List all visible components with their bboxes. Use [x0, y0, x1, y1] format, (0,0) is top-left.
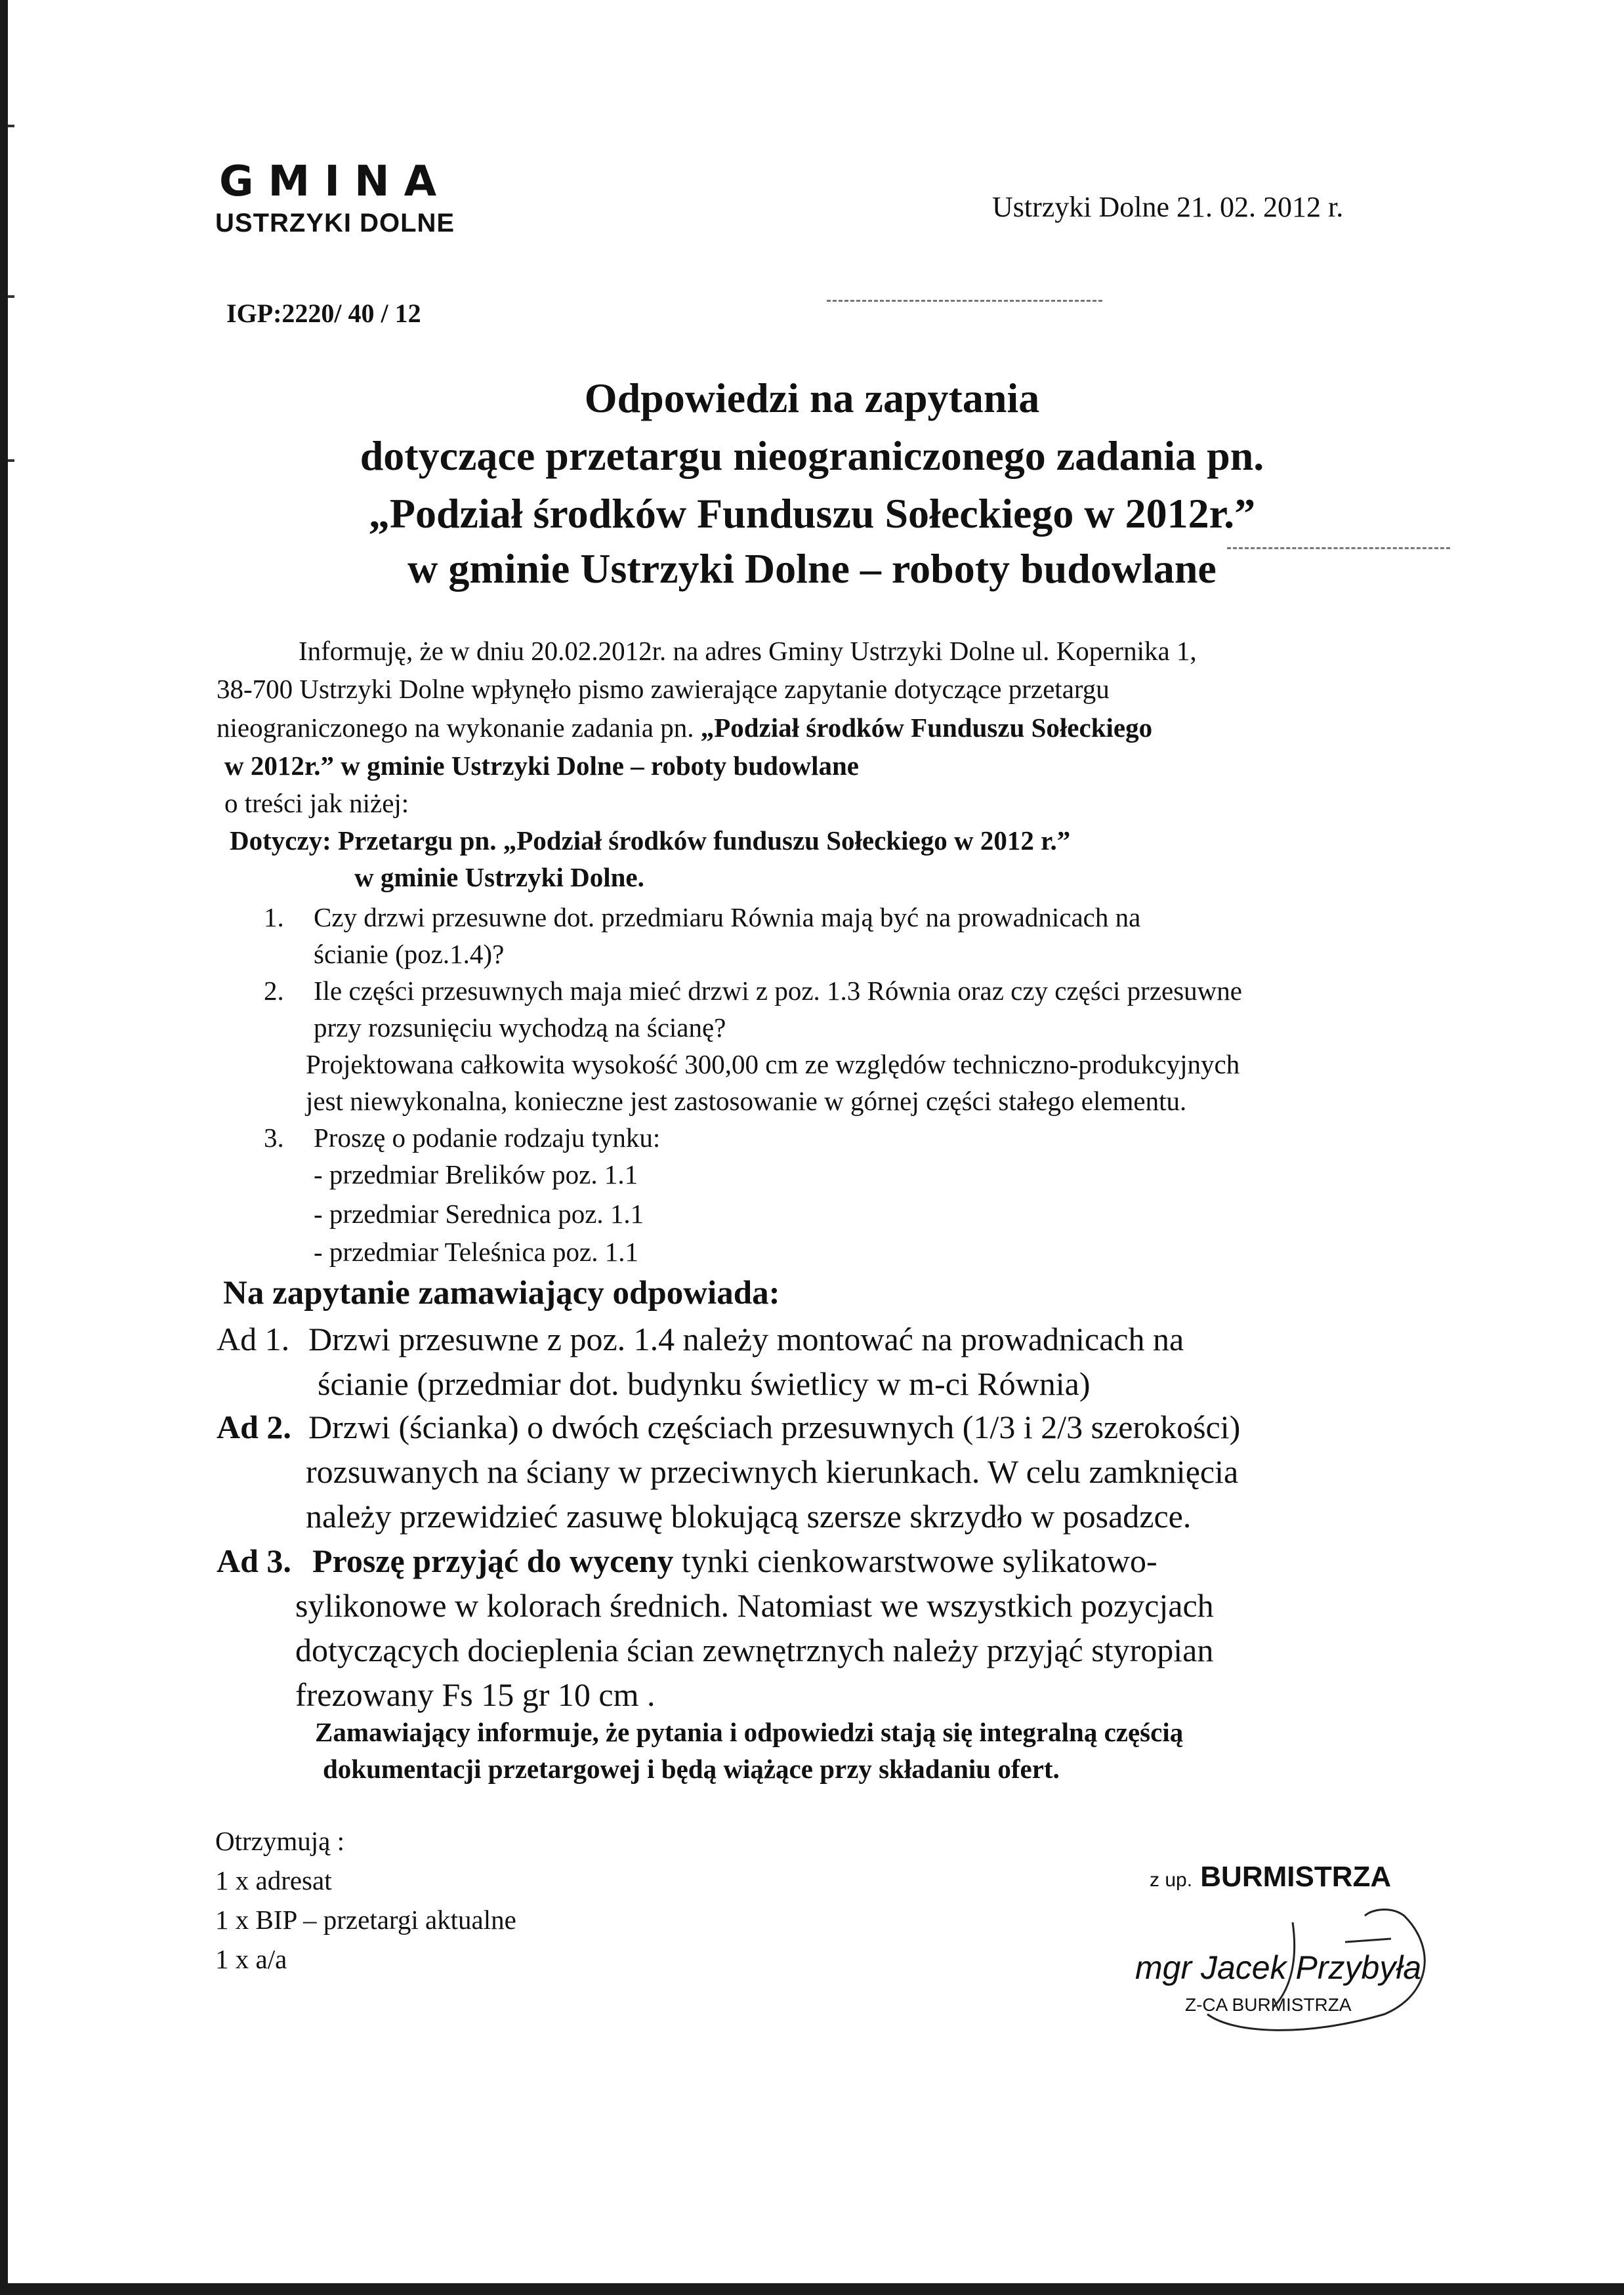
answer-3-emphasis: Proszę przyjąć do wyceny: [312, 1542, 674, 1579]
recipient-item: 1 x a/a: [215, 1944, 287, 1974]
answer-2-line-2: rozsuwanych na ściany w przeciwnych kierunkach. W celu zamknięcia: [306, 1453, 1239, 1490]
question-2-note-1: Projektowana całkowita wysokość 300,00 cm ze względów techniczno-produkcyjnych: [306, 1049, 1240, 1079]
answer-2-line-3: należy przewidzieć zasuwę blokującą szersze skrzydło w posadzce.: [306, 1498, 1192, 1535]
question-3-item: - przedmiar Brelików poz. 1.1: [314, 1159, 638, 1189]
intro-line-3-text: nieograniczonego na wykonanie zadania pn.: [217, 713, 701, 743]
signature-prefix: z up.: [1150, 1869, 1193, 1891]
answer-3-line-1: [312, 1542, 1157, 1580]
answer-1-line-1: Drzwi przesuwne z poz. 1.4 należy montować na prowadnicach na: [308, 1321, 1184, 1357]
scan-bottom-edge: [0, 2283, 1624, 2295]
answer-3-line-1-rest: tynki cienkowarstwowe sylikatowo-: [673, 1542, 1157, 1579]
intro-line-4: w 2012r.” w gminie Ustrzyki Dolne – roboty budowlane: [224, 751, 859, 781]
recipient-item: 1 x adresat: [215, 1865, 332, 1895]
intro-line-3-task: „Podział środków Funduszu Sołeckiego: [700, 713, 1153, 743]
scan-mark: [8, 125, 14, 127]
question-1-line-2: ścianie (poz.1.4)?: [314, 939, 505, 969]
question-2-note-2: jest niewykonalna, konieczne jest zastosowanie w górnej części stałego elementu.: [306, 1086, 1187, 1116]
recipient-item: 1 x BIP – przetargi aktualne: [215, 1905, 516, 1935]
closing-line-2: dokumentacji przetargowej i będą wiążące przy składaniu ofert.: [323, 1754, 1060, 1784]
answer-label: Ad 2.: [217, 1409, 291, 1445]
title-line-4: w gminie Ustrzyki Dolne – roboty budowlane: [407, 545, 1217, 592]
scan-dash-line: [827, 300, 1102, 302]
answer-3-line-2: sylikonowe w kolorach średnich. Natomiast we wszystkich pozycjach: [295, 1587, 1214, 1624]
answer-2-line-1: Drzwi (ścianka) o dwóch częściach przesuwnych (1/3 i 2/3 szerokości): [308, 1409, 1241, 1445]
question-number: 3.: [264, 1123, 284, 1153]
answer-1-line-2: ścianie (przedmiar dot. budynku świetlicy w m-ci Równia): [318, 1365, 1091, 1402]
question-3-item: - przedmiar Teleśnica poz. 1.1: [314, 1237, 639, 1267]
signature-name: mgr Jacek Przybyła: [1135, 1949, 1422, 1986]
question-number: 2.: [264, 976, 284, 1006]
answer-3-line-3: dotyczących docieplenia ścian zewnętrznych należy przyjąć styropian: [295, 1632, 1214, 1668]
signature-role: Z-CA BURMISTRZA: [1185, 1995, 1352, 2015]
scan-dash-line: [1227, 547, 1450, 549]
subject-line-2: w gminie Ustrzyki Dolne.: [354, 862, 644, 892]
handwritten-signature-stroke: [1194, 1903, 1444, 2040]
question-1-line-1: Czy drzwi przesuwne dot. przedmiaru Równia mają być na prowadnicach na: [314, 902, 1141, 932]
answer-3-line-4: frezowany Fs 15 gr 10 cm .: [295, 1676, 656, 1713]
intro-line-3: [217, 712, 1152, 743]
intro-line-5: o treści jak niżej:: [224, 788, 409, 818]
question-2-line-1: Ile części przesuwnych maja mieć drzwi z poz. 1.3 Równia oraz czy części przesuwne: [314, 976, 1242, 1006]
logo-gmina: GMINA: [219, 157, 451, 206]
answers-heading: Na zapytanie zamawiający odpowiada:: [223, 1275, 780, 1312]
signature-title: BURMISTRZA: [1200, 1861, 1392, 1893]
place-and-date: Ustrzyki Dolne 21. 02. 2012 r.: [992, 191, 1344, 223]
logo-subtitle: USTRZYKI DOLNE: [215, 209, 455, 238]
answer-label: Ad 3.: [217, 1542, 291, 1579]
title-line-2: dotyczące przetargu nieograniczonego zadania pn.: [360, 432, 1264, 479]
closing-line-1: Zamawiający informuje, że pytania i odpowiedzi stają się integralną częścią: [315, 1717, 1184, 1747]
title-line-1: Odpowiedzi na zapytania: [584, 375, 1040, 421]
intro-line-2: 38-700 Ustrzyki Dolne wpłynęło pismo zawierające zapytanie dotyczące przetargu: [217, 674, 1110, 704]
answer-label: Ad 1.: [217, 1321, 290, 1357]
question-number: 1.: [264, 902, 284, 932]
signature-stamp-title: [1150, 1861, 1391, 1893]
intro-line-1: Informuję, że w dniu 20.02.2012r. na adres Gminy Ustrzyki Dolne ul. Kopernika 1,: [299, 636, 1197, 666]
question-3-item: - przedmiar Serednica poz. 1.1: [314, 1199, 644, 1229]
subject-line-1: Dotyczy: Przetargu pn. „Podział środków funduszu Sołeckiego w 2012 r.”: [230, 825, 1071, 856]
reference-number: IGP:2220/ 40 / 12: [226, 299, 421, 328]
question-3-line-1: Proszę o podanie rodzaju tynku:: [314, 1123, 661, 1153]
question-2-line-2: przy rozsunięciu wychodzą na ścianę?: [314, 1012, 726, 1043]
scan-mark: [8, 295, 14, 298]
recipients-heading: Otrzymują :: [215, 1826, 344, 1856]
scan-left-edge: [0, 0, 8, 2295]
title-line-3: „Podział środków Funduszu Sołeckiego w 2012r.”: [368, 490, 1256, 537]
